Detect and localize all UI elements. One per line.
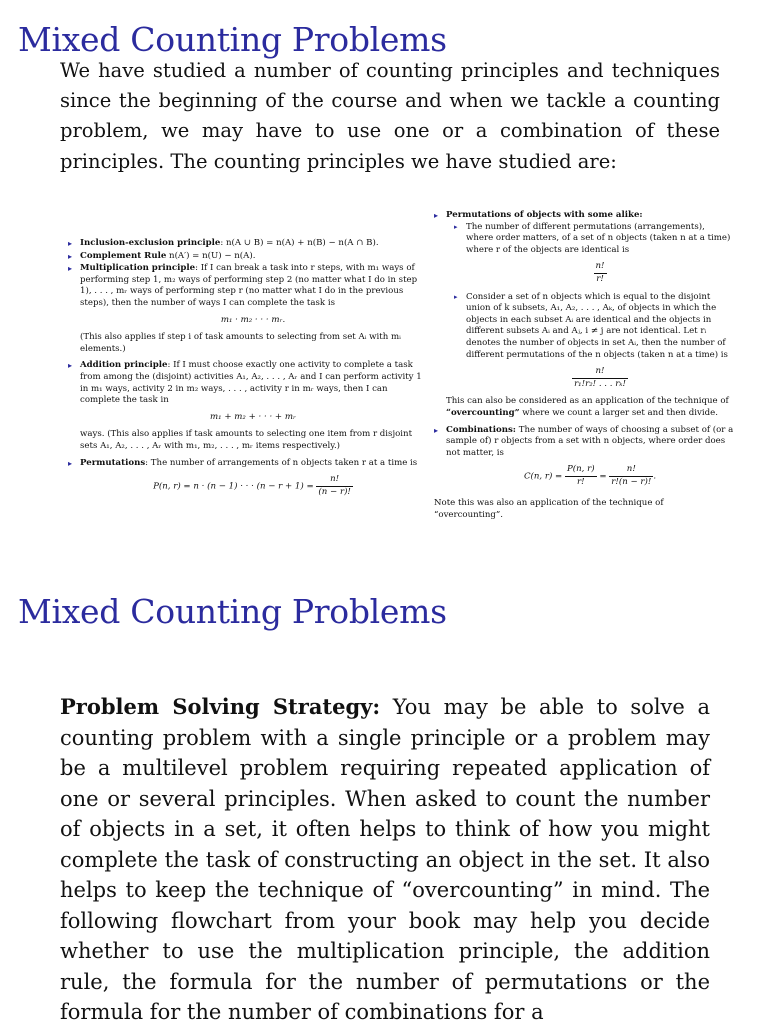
principles-list (68, 238, 426, 498)
strategy-paragraph (60, 692, 710, 1028)
numerator: n! (594, 261, 607, 274)
principles-list (434, 210, 734, 488)
list-item (434, 425, 734, 489)
numerator: n! (572, 366, 628, 379)
denominator: r!(n − r)! (611, 476, 652, 487)
numerator: n! (609, 464, 653, 477)
list-item (68, 263, 426, 355)
formula (466, 261, 734, 285)
strategy-text: You may be able to solve a counting problem with a single principle or a problem may be a multilevel problem requiring repeated application of one or several principles. When asked to count the number of objects in a set, it often helps to think of how you might complete the task of constructing an object in the set. It also helps to keep the technique of “overcounting” in mind. The following flowchart from your book may help you decide whether to use the multiplication principle, the addition rule, the formula for the number of permutations or the formula for the number of combinations for a (60, 695, 710, 1024)
formula (80, 474, 426, 498)
overcounting-note (446, 396, 734, 419)
formula: m₁ · m₂ · · · mᵣ. (220, 314, 286, 325)
numerator: n! (316, 474, 352, 487)
formula-lhs: C(n, r) = (523, 471, 563, 482)
formula (466, 366, 734, 390)
fraction (609, 464, 653, 488)
denominator: (n − r)! (318, 486, 351, 497)
formula (446, 464, 734, 488)
item-text: Consider a set of n objects which is equal to the disjoint union of k subsets, A₁, A₂, . . . , Aₖ, of objects in which the objects in each subset Aᵢ are identical and the objects in different subsets Aᵢ and Aⱼ, i ≠ j are not identical. Let rᵢ denotes the number of objects in set Aᵢ, then the number of different permutations of the n objects (taken n at a time) is (466, 291, 728, 360)
item-text: The number of different permutations (arrangements), where order matters, of a set of n objects (taken n at a time) where r of the objects are identical is (466, 221, 731, 255)
numerator: P(n, r) (565, 464, 597, 477)
item-label: Inclusion-exclusion principle (80, 238, 221, 248)
item-text: : The number of arrangements of n objects taken r at a time is (145, 457, 418, 468)
list-item (68, 238, 426, 250)
denominator: r₁!r₂! . . . rₖ! (574, 378, 626, 389)
fraction (594, 261, 607, 285)
item-text: The number of ways of choosing a subset of (or a sample of) r objects from a set with n objects, where order does not matter, is (446, 424, 734, 458)
item-text: : If I can break a task into r steps, with m₁ ways of performing step 1, m₂ ways of performing step 2 (no matter what I do in step 1), . . . , mᵣ ways of performing step r (no matter what I do in the previous steps), then the number of ways I can complete the task is (80, 263, 418, 308)
note: ways. (This also applies if task amounts to selecting one item from r disjoint sets A₁, A₂, . . . , Aᵣ with m₁, m₂, . . . , mᵣ items respectively.) (80, 429, 413, 451)
period: . (653, 471, 657, 482)
item-label: Addition principle (80, 360, 168, 371)
right-column (434, 210, 734, 527)
list-item (434, 210, 734, 420)
fraction (565, 464, 597, 488)
formula: m₁ + m₂ + · · · + mᵣ (210, 411, 296, 422)
denominator: r! (596, 273, 604, 284)
formula-lhs: P(n, r) = n · (n − 1) · · · (n − r + 1) = (153, 481, 314, 492)
list-item (454, 222, 734, 286)
item-label: Permutations (80, 457, 146, 468)
equals-sign: = (599, 471, 607, 482)
sub-list (454, 222, 734, 391)
fraction (572, 366, 628, 390)
intro-paragraph: We have studied a number of counting principles and techniques since the beginning of the course and when we tackle a counting problem, we may have to use one or a combination of these principles. The counting principles we have studied are: (60, 59, 720, 173)
note-bold: “overcounting” (446, 407, 520, 418)
note: (This also applies if step i of task amounts to selecting from set Aᵢ with mᵢ elements.) (80, 332, 401, 354)
note-text: This can also be considered as an application of the technique of (446, 396, 729, 407)
strategy-label: Problem Solving Strategy: (60, 694, 381, 719)
closing-note: Note this was also an application of the technique of “overcounting”. (434, 498, 664, 521)
list-item (68, 360, 426, 452)
list-item (68, 458, 426, 499)
item-text: n(A′) = n(U) − n(A). (166, 250, 256, 261)
item-label: Combinations: (446, 424, 516, 435)
left-column (68, 238, 426, 504)
item-text: : n(A ∪ B) = n(A) + n(B) − n(A ∩ B). (220, 238, 379, 248)
item-label: Permutations of objects with some alike: (446, 210, 643, 220)
item-label: Multiplication principle (80, 263, 196, 274)
item-label: Complement Rule (80, 250, 167, 261)
item-text: : If I must choose exactly one activity to complete a task from among the (disjoint) activities A₁, A₂, . . . , Aᵣ and I can perform activity 1 in m₁ ways, activity 2 in m₂ ways, . . . , activity r in mᵣ ways, then I can complete the task in (80, 360, 422, 406)
slide-title: Mixed Counting Problems (18, 592, 447, 631)
list-item (454, 292, 734, 391)
fraction (316, 474, 352, 498)
note-text: where we count a larger set and then divide. (519, 407, 718, 418)
list-item (68, 251, 426, 263)
slide-title: Mixed Counting Problems (18, 20, 447, 59)
denominator: r! (577, 476, 585, 487)
